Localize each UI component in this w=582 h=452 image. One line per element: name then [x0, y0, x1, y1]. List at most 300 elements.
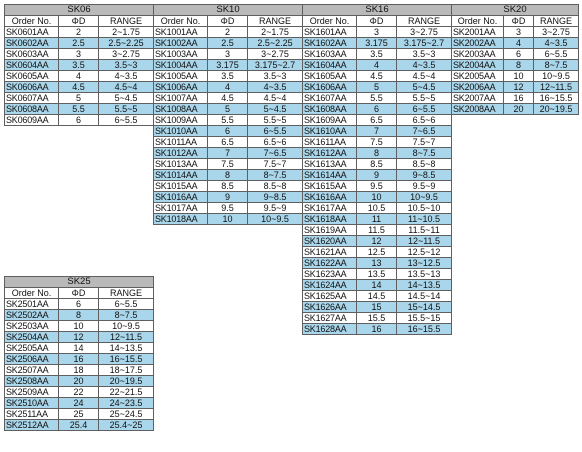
range-cell: 16~15.5	[397, 324, 452, 335]
diameter-cell: 10	[357, 192, 397, 203]
table-row	[5, 27, 154, 38]
order-no-cell: SK2510AA	[5, 398, 59, 409]
diameter-cell: 7.5	[208, 159, 248, 170]
table-row	[303, 225, 452, 236]
order-no-cell: SK2005AA	[452, 71, 504, 82]
diameter-cell: 10	[504, 71, 534, 82]
table-row	[5, 332, 154, 343]
range-cell: 6.5~6	[397, 115, 452, 126]
table-row	[303, 115, 452, 126]
table-row	[154, 148, 303, 159]
sk10-table	[153, 4, 303, 225]
table-row	[154, 82, 303, 93]
order-no-cell: SK1604AA	[303, 60, 357, 71]
order-no-cell: SK0602AA	[5, 38, 59, 49]
table-row	[5, 49, 154, 60]
range-cell: 9~8.5	[248, 192, 303, 203]
table-row	[303, 269, 452, 280]
diameter-cell: 4.5	[357, 71, 397, 82]
column-header-order-no: Order No.	[5, 16, 59, 27]
order-no-cell: SK1615AA	[303, 181, 357, 192]
table-row	[5, 299, 154, 310]
diameter-cell: 11	[357, 214, 397, 225]
range-cell: 12~11.5	[534, 82, 579, 93]
table-row	[303, 302, 452, 313]
order-no-cell: SK1620AA	[303, 236, 357, 247]
table-row	[452, 93, 579, 104]
table-body	[5, 27, 154, 126]
range-cell: 12.5~12	[397, 247, 452, 258]
order-no-cell: SK1011AA	[154, 137, 208, 148]
diameter-cell: 12	[357, 236, 397, 247]
order-no-cell: SK1614AA	[303, 170, 357, 181]
column-header-diameter: ΦD	[208, 16, 248, 27]
range-cell: 2.5~2.25	[248, 38, 303, 49]
table-row	[5, 321, 154, 332]
table-row	[154, 93, 303, 104]
order-no-cell: SK2001AA	[452, 27, 504, 38]
diameter-cell: 20	[59, 376, 99, 387]
table-row	[303, 247, 452, 258]
diameter-cell: 6.5	[357, 115, 397, 126]
order-no-cell: SK1624AA	[303, 280, 357, 291]
range-cell: 6.5~6	[248, 137, 303, 148]
column-header-order-no: Order No.	[154, 16, 208, 27]
column-header-diameter: ΦD	[59, 288, 99, 299]
range-cell: 10~9.5	[99, 321, 154, 332]
table-body	[154, 27, 303, 225]
diameter-cell: 5	[208, 104, 248, 115]
diameter-cell: 13.5	[357, 269, 397, 280]
sk16-table	[302, 4, 452, 335]
range-cell: 13~12.5	[397, 258, 452, 269]
order-no-cell: SK1610AA	[303, 126, 357, 137]
table-row	[452, 49, 579, 60]
table-row	[303, 181, 452, 192]
table-row	[303, 280, 452, 291]
range-cell: 15.5~15	[397, 313, 452, 324]
diameter-cell: 6	[357, 104, 397, 115]
range-cell: 5~4.5	[397, 82, 452, 93]
diameter-cell: 10	[59, 321, 99, 332]
table-row	[452, 71, 579, 82]
diameter-cell: 14	[59, 343, 99, 354]
order-no-cell: SK2502AA	[5, 310, 59, 321]
range-cell: 3.175~2.7	[397, 38, 452, 49]
diameter-cell: 8	[208, 170, 248, 181]
range-cell: 10~9.5	[397, 192, 452, 203]
table-row	[154, 192, 303, 203]
order-no-cell: SK1013AA	[154, 159, 208, 170]
order-no-cell: SK0605AA	[5, 71, 59, 82]
table-row	[303, 93, 452, 104]
order-no-cell: SK1017AA	[154, 203, 208, 214]
range-cell: 15~14.5	[397, 302, 452, 313]
table-row	[303, 82, 452, 93]
range-cell: 16~15.5	[534, 93, 579, 104]
order-no-cell: SK0609AA	[5, 115, 59, 126]
table-row	[303, 49, 452, 60]
order-no-cell: SK1005AA	[154, 71, 208, 82]
range-cell: 3~2.75	[248, 49, 303, 60]
range-cell: 7.5~7	[397, 137, 452, 148]
diameter-cell: 2.5	[208, 38, 248, 49]
diameter-cell: 4.5	[208, 93, 248, 104]
range-cell: 2~1.75	[99, 27, 154, 38]
range-cell: 4~3.5	[248, 82, 303, 93]
table-row	[303, 192, 452, 203]
table-title: SK16	[303, 5, 452, 16]
column-header-diameter: ΦD	[504, 16, 534, 27]
range-cell: 6~5.5	[99, 115, 154, 126]
table-row	[154, 137, 303, 148]
order-no-cell: SK1613AA	[303, 159, 357, 170]
range-cell: 10~9.5	[248, 214, 303, 225]
table-row	[5, 376, 154, 387]
range-cell: 3~2.75	[534, 27, 579, 38]
table-row	[154, 38, 303, 49]
diameter-cell: 13	[357, 258, 397, 269]
range-cell: 8~7.5	[248, 170, 303, 181]
order-no-cell: SK1626AA	[303, 302, 357, 313]
diameter-cell: 12	[59, 332, 99, 343]
table-row	[154, 27, 303, 38]
diameter-cell: 6	[59, 115, 99, 126]
table-row	[154, 115, 303, 126]
table-row	[5, 409, 154, 420]
order-no-cell: SK2506AA	[5, 354, 59, 365]
order-no-cell: SK2002AA	[452, 38, 504, 49]
table-row	[303, 324, 452, 335]
order-no-cell: SK1611AA	[303, 137, 357, 148]
diameter-cell: 4	[59, 71, 99, 82]
order-no-cell: SK2007AA	[452, 93, 504, 104]
diameter-cell: 5	[357, 82, 397, 93]
table-row	[5, 82, 154, 93]
range-cell: 5.5~5	[248, 115, 303, 126]
range-cell: 8~7.5	[397, 148, 452, 159]
diameter-cell: 16	[59, 354, 99, 365]
diameter-cell: 14	[357, 280, 397, 291]
table-row	[5, 60, 154, 71]
table-row	[303, 27, 452, 38]
column-header-order-no: Order No.	[5, 288, 59, 299]
table-row	[452, 27, 579, 38]
diameter-cell: 3.175	[357, 38, 397, 49]
order-no-cell: SK0604AA	[5, 60, 59, 71]
order-no-cell: SK2512AA	[5, 420, 59, 431]
diameter-cell: 3	[357, 27, 397, 38]
range-cell: 12~11.5	[99, 332, 154, 343]
range-cell: 18~17.5	[99, 365, 154, 376]
range-cell: 11~10.5	[397, 214, 452, 225]
diameter-cell: 3.5	[357, 49, 397, 60]
column-header-diameter: ΦD	[59, 16, 99, 27]
diameter-cell: 11.5	[357, 225, 397, 236]
diameter-cell: 5.5	[357, 93, 397, 104]
diameter-cell: 9	[208, 192, 248, 203]
table-row	[303, 258, 452, 269]
range-cell: 22~21.5	[99, 387, 154, 398]
table-row	[5, 104, 154, 115]
order-no-cell: SK1601AA	[303, 27, 357, 38]
range-cell: 4.5~4	[99, 82, 154, 93]
table-row	[154, 181, 303, 192]
table-row	[5, 310, 154, 321]
diameter-cell: 15	[357, 302, 397, 313]
sk06-table	[4, 4, 154, 126]
order-no-cell: SK1002AA	[154, 38, 208, 49]
table-row	[303, 313, 452, 324]
range-cell: 3.5~3	[99, 60, 154, 71]
table-row	[452, 60, 579, 71]
diameter-cell: 12.5	[357, 247, 397, 258]
diameter-cell: 8.5	[357, 159, 397, 170]
range-cell: 6~5.5	[248, 126, 303, 137]
order-no-cell: SK1003AA	[154, 49, 208, 60]
order-no-cell: SK2508AA	[5, 376, 59, 387]
diameter-cell: 4	[357, 60, 397, 71]
diameter-cell: 3.5	[208, 71, 248, 82]
diameter-cell: 25.4	[59, 420, 99, 431]
order-no-cell: SK1001AA	[154, 27, 208, 38]
range-cell: 3.5~3	[248, 71, 303, 82]
diameter-cell: 9.5	[357, 181, 397, 192]
order-no-cell: SK1018AA	[154, 214, 208, 225]
table-row	[303, 159, 452, 170]
range-cell: 14~13.5	[397, 280, 452, 291]
diameter-cell: 6.5	[208, 137, 248, 148]
table-row	[303, 38, 452, 49]
sk20-table	[451, 4, 579, 115]
table-row	[303, 126, 452, 137]
range-cell: 11.5~11	[397, 225, 452, 236]
column-header-order-no: Order No.	[303, 16, 357, 27]
range-cell: 6~5.5	[99, 299, 154, 310]
range-cell: 5.5~5	[99, 104, 154, 115]
diameter-cell: 5	[59, 93, 99, 104]
order-no-cell: SK1004AA	[154, 60, 208, 71]
order-no-cell: SK1603AA	[303, 49, 357, 60]
order-no-cell: SK2507AA	[5, 365, 59, 376]
table-row	[5, 398, 154, 409]
diameter-cell: 3.175	[208, 60, 248, 71]
range-cell: 5.5~5	[397, 93, 452, 104]
order-no-cell: SK1007AA	[154, 93, 208, 104]
range-cell: 4.5~4	[397, 71, 452, 82]
order-no-cell: SK2004AA	[452, 60, 504, 71]
diameter-cell: 2	[208, 27, 248, 38]
order-no-cell: SK1015AA	[154, 181, 208, 192]
order-no-cell: SK1612AA	[303, 148, 357, 159]
order-no-cell: SK1014AA	[154, 170, 208, 181]
table-row	[303, 170, 452, 181]
table-row	[5, 115, 154, 126]
order-no-cell: SK1608AA	[303, 104, 357, 115]
diameter-cell: 3	[504, 27, 534, 38]
order-no-cell: SK2006AA	[452, 82, 504, 93]
range-cell: 20~19.5	[99, 376, 154, 387]
order-no-cell: SK2505AA	[5, 343, 59, 354]
column-header-diameter: ΦD	[357, 16, 397, 27]
table-row	[303, 148, 452, 159]
order-no-cell: SK1628AA	[303, 324, 357, 335]
diameter-cell: 25	[59, 409, 99, 420]
table-row	[5, 420, 154, 431]
order-no-cell: SK1008AA	[154, 104, 208, 115]
range-cell: 13.5~13	[397, 269, 452, 280]
table-row	[452, 38, 579, 49]
range-cell: 12~11.5	[397, 236, 452, 247]
range-cell: 10~9.5	[534, 71, 579, 82]
table-row	[452, 82, 579, 93]
range-cell: 2.5~2.25	[99, 38, 154, 49]
diameter-cell: 8	[357, 148, 397, 159]
table-title: SK06	[5, 5, 154, 16]
range-cell: 4~3.5	[99, 71, 154, 82]
range-cell: 25.4~25	[99, 420, 154, 431]
table-row	[5, 354, 154, 365]
table-row	[5, 71, 154, 82]
diameter-cell: 8	[59, 310, 99, 321]
range-cell: 20~19.5	[534, 104, 579, 115]
range-cell: 6~5.5	[397, 104, 452, 115]
order-no-cell: SK1619AA	[303, 225, 357, 236]
diameter-cell: 5.5	[208, 115, 248, 126]
order-no-cell: SK1006AA	[154, 82, 208, 93]
order-no-cell: SK0608AA	[5, 104, 59, 115]
table-row	[303, 291, 452, 302]
range-cell: 3.5~3	[397, 49, 452, 60]
diameter-cell: 8	[504, 60, 534, 71]
diameter-cell: 7	[357, 126, 397, 137]
order-no-cell: SK1618AA	[303, 214, 357, 225]
table-row	[154, 203, 303, 214]
range-cell: 5~4.5	[248, 104, 303, 115]
order-no-cell: SK1605AA	[303, 71, 357, 82]
table-row	[303, 236, 452, 247]
diameter-cell: 9	[357, 170, 397, 181]
order-no-cell: SK1016AA	[154, 192, 208, 203]
diameter-cell: 14.5	[357, 291, 397, 302]
order-no-cell: SK2511AA	[5, 409, 59, 420]
range-cell: 4.5~4	[248, 93, 303, 104]
order-no-cell: SK2008AA	[452, 104, 504, 115]
range-cell: 9.5~9	[397, 181, 452, 192]
order-no-cell: SK2509AA	[5, 387, 59, 398]
table-title: SK10	[154, 5, 303, 16]
diameter-cell: 3	[59, 49, 99, 60]
diameter-cell: 18	[59, 365, 99, 376]
diameter-cell: 3	[208, 49, 248, 60]
range-cell: 7~6.5	[397, 126, 452, 137]
diameter-cell: 24	[59, 398, 99, 409]
diameter-cell: 15.5	[357, 313, 397, 324]
diameter-cell: 4	[208, 82, 248, 93]
diameter-cell: 6	[504, 49, 534, 60]
table-row	[303, 137, 452, 148]
table-body	[452, 27, 579, 115]
table-row	[5, 343, 154, 354]
table-row	[154, 170, 303, 181]
range-cell: 4~3.5	[534, 38, 579, 49]
range-cell: 7.5~7	[248, 159, 303, 170]
diameter-cell: 20	[504, 104, 534, 115]
range-cell: 8~7.5	[534, 60, 579, 71]
table-row	[5, 93, 154, 104]
order-no-cell: SK0607AA	[5, 93, 59, 104]
table-body	[303, 27, 452, 335]
table-row	[303, 60, 452, 71]
table-row	[5, 38, 154, 49]
table-row	[154, 60, 303, 71]
order-no-cell: SK1617AA	[303, 203, 357, 214]
diameter-cell: 7	[208, 148, 248, 159]
order-no-cell: SK0601AA	[5, 27, 59, 38]
diameter-cell: 3.5	[59, 60, 99, 71]
table-row	[154, 104, 303, 115]
table-row	[303, 214, 452, 225]
order-no-cell: SK1012AA	[154, 148, 208, 159]
diameter-cell: 6	[59, 299, 99, 310]
column-header-range: RANGE	[99, 16, 154, 27]
table-title: SK25	[5, 277, 154, 288]
table-row	[452, 104, 579, 115]
sk25-table	[4, 276, 154, 431]
range-cell: 8.5~8	[248, 181, 303, 192]
diameter-cell: 9.5	[208, 203, 248, 214]
range-cell: 25~24.5	[99, 409, 154, 420]
order-no-cell: SK1602AA	[303, 38, 357, 49]
table-row	[303, 203, 452, 214]
table-row	[154, 71, 303, 82]
table-row	[154, 126, 303, 137]
table-row	[154, 49, 303, 60]
diameter-cell: 4	[504, 38, 534, 49]
diameter-cell: 16	[357, 324, 397, 335]
order-no-cell: SK1625AA	[303, 291, 357, 302]
range-cell: 10.5~10	[397, 203, 452, 214]
order-no-cell: SK2503AA	[5, 321, 59, 332]
diameter-cell: 4.5	[59, 82, 99, 93]
diameter-cell: 6	[208, 126, 248, 137]
order-no-cell: SK0603AA	[5, 49, 59, 60]
range-cell: 14~13.5	[99, 343, 154, 354]
diameter-cell: 16	[504, 93, 534, 104]
column-header-range: RANGE	[534, 16, 579, 27]
diameter-cell: 8.5	[208, 181, 248, 192]
diameter-cell: 2.5	[59, 38, 99, 49]
order-no-cell: SK2504AA	[5, 332, 59, 343]
range-cell: 4~3.5	[397, 60, 452, 71]
order-no-cell: SK1623AA	[303, 269, 357, 280]
table-row	[303, 104, 452, 115]
range-cell: 9.5~9	[248, 203, 303, 214]
diameter-cell: 10	[208, 214, 248, 225]
range-cell: 24~23.5	[99, 398, 154, 409]
column-header-range: RANGE	[397, 16, 452, 27]
order-no-cell: SK1627AA	[303, 313, 357, 324]
diameter-cell: 5.5	[59, 104, 99, 115]
column-header-order-no: Order No.	[452, 16, 504, 27]
table-row	[5, 365, 154, 376]
range-cell: 8.5~8	[397, 159, 452, 170]
order-no-cell: SK1010AA	[154, 126, 208, 137]
table-row	[154, 214, 303, 225]
order-no-cell: SK1616AA	[303, 192, 357, 203]
diameter-cell: 7.5	[357, 137, 397, 148]
range-cell: 3~2.75	[99, 49, 154, 60]
